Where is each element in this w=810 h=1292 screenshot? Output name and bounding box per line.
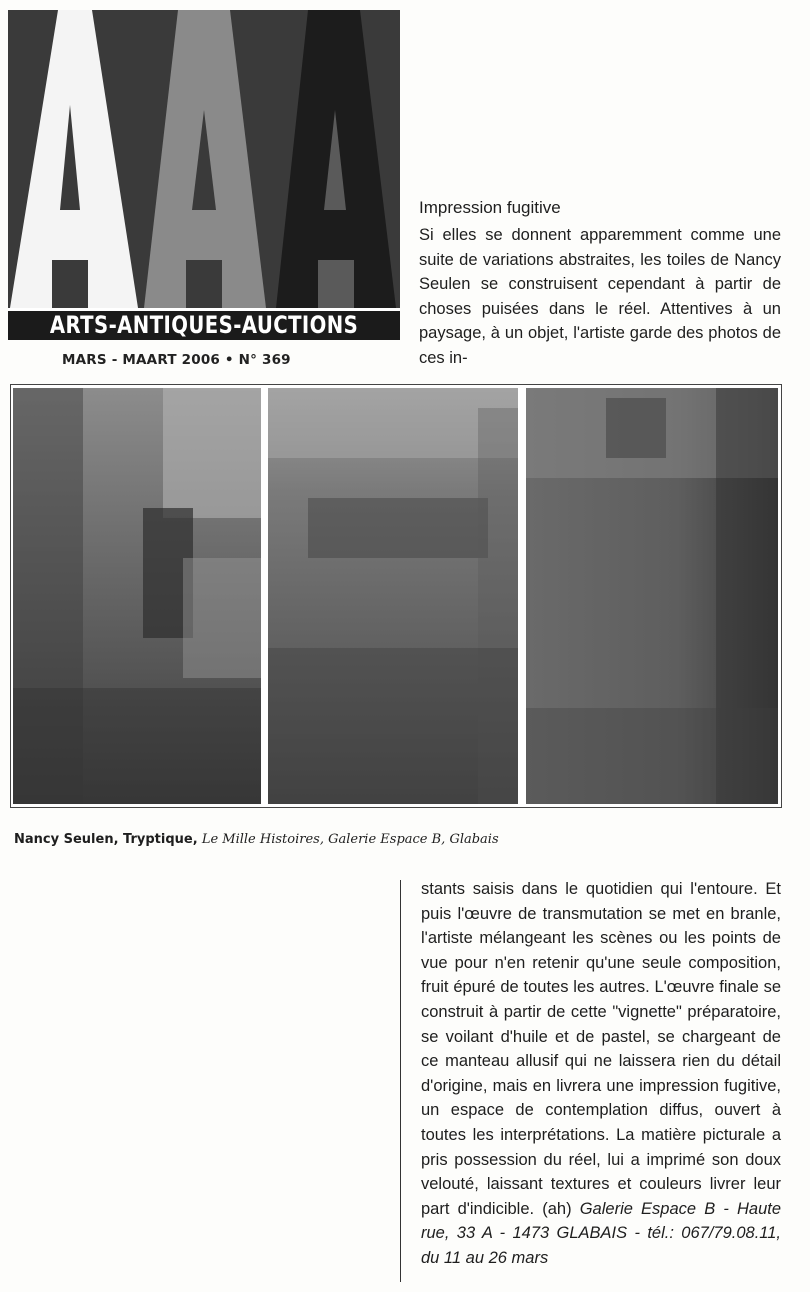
caption-artist-title: Nancy Seulen, Tryptique, (14, 832, 198, 847)
article-intro: Si elles se donnent apparemment comme une suite de variations abstraites, les toiles de Nancy Seulen se construisent cependant à partir de choses puisées dans le réel. Attentives à un paysage, à un objet, l'artiste garde des photos de ces in- (419, 226, 781, 367)
article-continuation (421, 877, 781, 1271)
gallery-address: Galerie Espace B - Haute rue, 33 A - 1473 GLABAIS - tél.: 067/79.08.11, du 11 au 26 mars (421, 1199, 782, 1267)
issue-line: MARS - MAART 2006 • N° 369 (62, 352, 291, 368)
triptych-panel-left (13, 388, 261, 804)
article-column-bottom (421, 877, 781, 1271)
caption-details: Le Mille Histoires, Galerie Espace B, Glabais (201, 832, 499, 847)
article-column-top (419, 196, 781, 370)
triptych-panel-center (268, 388, 518, 804)
triptych-panel-right (526, 388, 778, 804)
magazine-name: ARTS-ANTIQUES-AUCTIONS (8, 308, 400, 340)
masthead-logo (8, 10, 400, 340)
article-heading: Impression fugitive (419, 198, 561, 217)
article-body-text: stants saisis dans le quotidien qui l'entoure. Et puis l'œuvre de transmutation se met en branle, l'artiste mélangeant les scènes ou les points de vue pour n'en retenir qu'une seule composition, fruit épuré de toutes les autres. L'œuvre finale se construit à partir de cette "vignette" préparatoire, se voilant d'huile et de pastel, se chargeant de ce manteau allusif qui ne laissera rien du détail d'origine, mais en livrera une impression fugitive, un espace de contemplation diffus, ouvert à toutes les interprétations. La matière picturale a pris possession du réel, lui a imprimé son doux velouté, laissant textures et couleurs livrer leur part d'indicible. (ah) (421, 880, 781, 1218)
image-caption (14, 832, 499, 847)
column-rule (400, 880, 401, 1282)
triptych-image (10, 384, 782, 808)
aaa-logo-letters (8, 10, 400, 308)
